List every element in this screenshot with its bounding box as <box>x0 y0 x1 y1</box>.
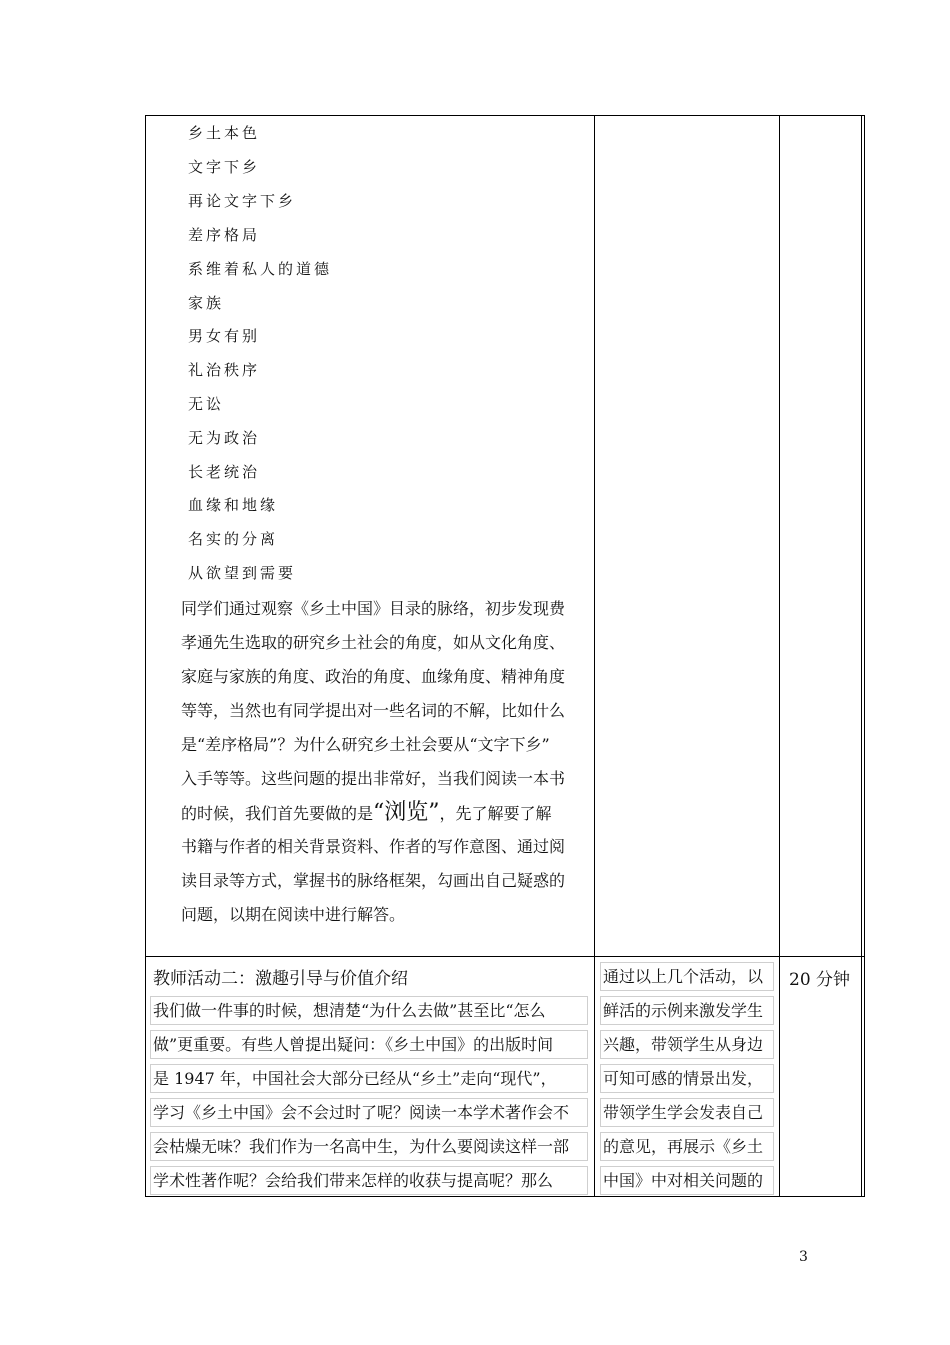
toc-item: 礼治秩序 <box>188 361 261 379</box>
toc-item: 系维着私人的道德 <box>188 260 333 278</box>
toc-item: 血缘和地缘 <box>188 496 279 514</box>
table-border-left <box>145 115 146 1197</box>
toc-item: 长老统治 <box>188 463 261 481</box>
table-border-top <box>145 115 865 116</box>
paragraph-text: ，先了解要了解 <box>439 804 552 823</box>
table-border-right <box>861 115 862 1197</box>
toc-item: 从欲望到需要 <box>188 564 297 582</box>
table-border-bottom <box>145 1196 865 1197</box>
page-number: 3 <box>799 1249 808 1265</box>
paragraph-line: 孝通先生选取的研究乡土社会的角度，如从文化角度、 <box>181 633 566 652</box>
toc-item: 无讼 <box>188 395 225 413</box>
toc-item: 家族 <box>188 294 225 312</box>
table-row-divider <box>145 956 865 957</box>
paragraph-line: 入手等等。这些问题的提出非常好，当我们阅读一本书 <box>181 769 566 788</box>
paragraph-line <box>181 796 587 830</box>
activity-line: 学习《乡土中国》会不会过时了呢？阅读一本学术著作会不 <box>150 1098 588 1127</box>
toc-item: 文字下乡 <box>188 158 261 176</box>
paragraph-line: 等等，当然也有同学提出对一些名词的不解，比如什么 <box>181 701 566 720</box>
table-divider-2 <box>779 115 780 1197</box>
activity-line: 会枯燥无味？我们作为一名高中生，为什么要阅读这样一部 <box>150 1132 588 1161</box>
table-divider-1 <box>594 115 595 1197</box>
toc-item: 名实的分离 <box>188 530 279 548</box>
explanation-paragraph <box>181 592 587 932</box>
intent-line: 中国》中对相关问题的 <box>600 1166 774 1195</box>
paragraph-line: 读目录等方式，掌握书的脉络框架，勾画出自己疑惑的 <box>181 871 566 890</box>
intent-line: 通过以上几个活动，以 <box>600 962 774 991</box>
toc-item: 乡土本色 <box>188 124 261 142</box>
activity-line: 学术性著作呢？会给我们带来怎样的收获与提高呢？那么 <box>150 1166 588 1195</box>
paragraph-line: 书籍与作者的相关背景资料、作者的写作意图、通过阅 <box>181 837 566 856</box>
intent-line: 的意见，再展示《乡土 <box>600 1132 774 1161</box>
paragraph-line: 问题，以期在阅读中进行解答。 <box>181 905 406 924</box>
toc-item: 再论文字下乡 <box>188 192 297 210</box>
activity-line: 做”更重要。有些人曾提出疑问：《乡土中国》的出版时间 <box>150 1030 588 1059</box>
activity-line: 我们做一件事的时候，想清楚“为什么去做”甚至比“怎么 <box>150 996 588 1025</box>
table-border-right-double <box>864 115 865 1197</box>
emphasized-term: “浏览” <box>373 800 440 825</box>
intent-line: 兴趣，带领学生从身边 <box>600 1030 774 1059</box>
toc-item: 差序格局 <box>188 226 261 244</box>
toc-item: 男女有别 <box>188 327 261 345</box>
time-allocation: 20 分钟 <box>789 970 851 990</box>
paragraph-line: 家庭与家族的角度、政治的角度、血缘角度、精神角度 <box>181 667 566 686</box>
paragraph-line: 同学们通过观察《乡土中国》目录的脉络，初步发现费 <box>181 599 566 618</box>
intent-line: 鲜活的示例来激发学生 <box>600 996 774 1025</box>
intent-line: 带领学生学会发表自己 <box>600 1098 774 1127</box>
toc-item: 无为政治 <box>188 429 261 447</box>
activity-heading: 教师活动二：激趣引导与价值介绍 <box>153 969 408 989</box>
paragraph-text: 的时候，我们首先要做的是 <box>181 804 374 823</box>
activity-line: 是 1947 年，中国社会大部分已经从“乡土”走向“现代”， <box>150 1064 588 1093</box>
intent-line: 可知可感的情景出发， <box>600 1064 774 1093</box>
paragraph-line: 是“差序格局”？为什么研究乡土社会要从“文字下乡” <box>181 735 550 754</box>
